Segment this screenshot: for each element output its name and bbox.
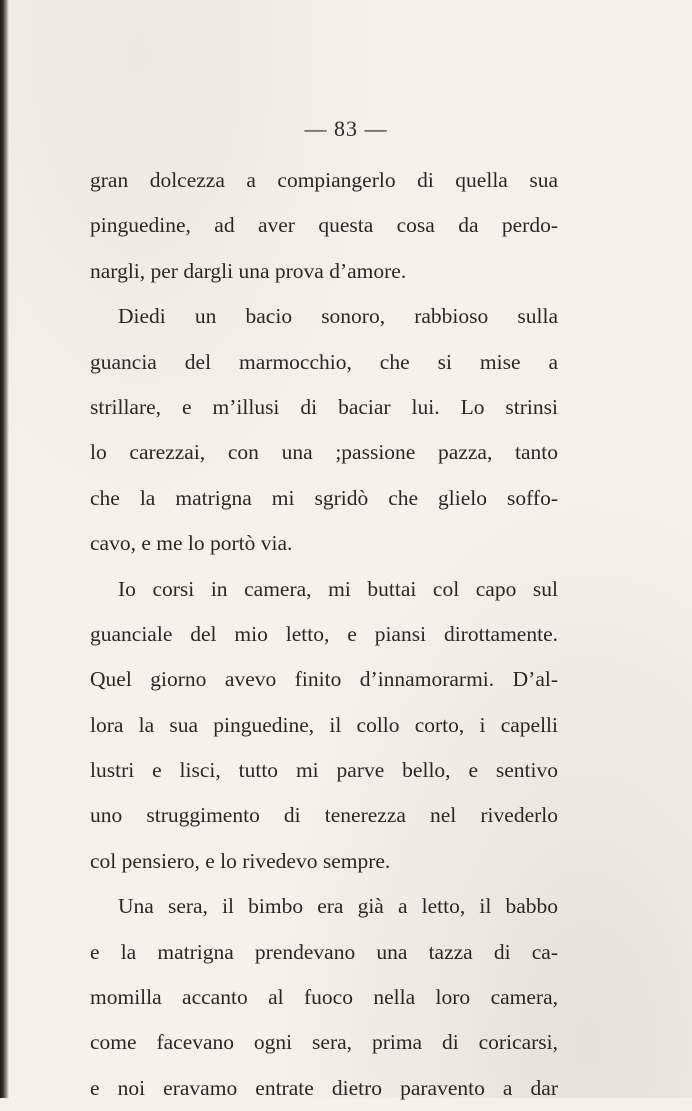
text-line: gran dolcezza a compiangerlo di quella sua (90, 168, 558, 192)
text-line: Una sera, il bimbo era già a letto, il babbo (118, 894, 558, 919)
text-line: col pensiero, e lo rivedevo sempre. (90, 848, 391, 873)
text-line: lo carezzai, con una ;passione pazza, tanto (90, 440, 558, 465)
text-line: nargli, per dargli una prova d’amore. (90, 258, 407, 283)
text-line: uno struggimento di tenerezza nel rivederlo (90, 803, 558, 828)
text-line: guanciale del mio letto, e piansi dirottamente. (90, 621, 558, 646)
binding-edge (0, 0, 9, 1098)
text-line: strillare, e m’illusi di baciar lui. Lo strinsi (90, 394, 558, 419)
text-line: Diedi un bacio sonoro, rabbioso sulla (118, 304, 558, 329)
text-line: Io corsi in camera, mi buttai col capo sul (118, 576, 558, 601)
text-line: momilla accanto al fuoco nella loro camera, (90, 985, 558, 1010)
text-line: come facevano ogni sera, prima di coricarsi, (90, 1030, 558, 1055)
text-line: lustri e lisci, tutto mi parve bello, e sentivo (90, 758, 558, 783)
text-line: lora la sua pinguedine, il collo corto, i capelli (90, 712, 558, 737)
text-line: Quel giorno avevo finito d’innamorarmi. D’al- (90, 667, 558, 692)
text-line: cavo, e me lo portò via. (90, 531, 293, 556)
text-line: pinguedine, ad aver questa cosa da perdo- (90, 213, 558, 238)
body-text (90, 158, 558, 1111)
text-line: guancia del marmocchio, che si mise a (90, 349, 558, 374)
page-number: — 83 — (304, 116, 388, 141)
text-line: e la matrigna prendevano una tazza di ca- (90, 939, 558, 964)
text-line: e noi eravamo entrate dietro paravento a dar (90, 1075, 558, 1100)
text-line: che la matrigna mi sgridò che glielo soffo- (90, 485, 558, 510)
